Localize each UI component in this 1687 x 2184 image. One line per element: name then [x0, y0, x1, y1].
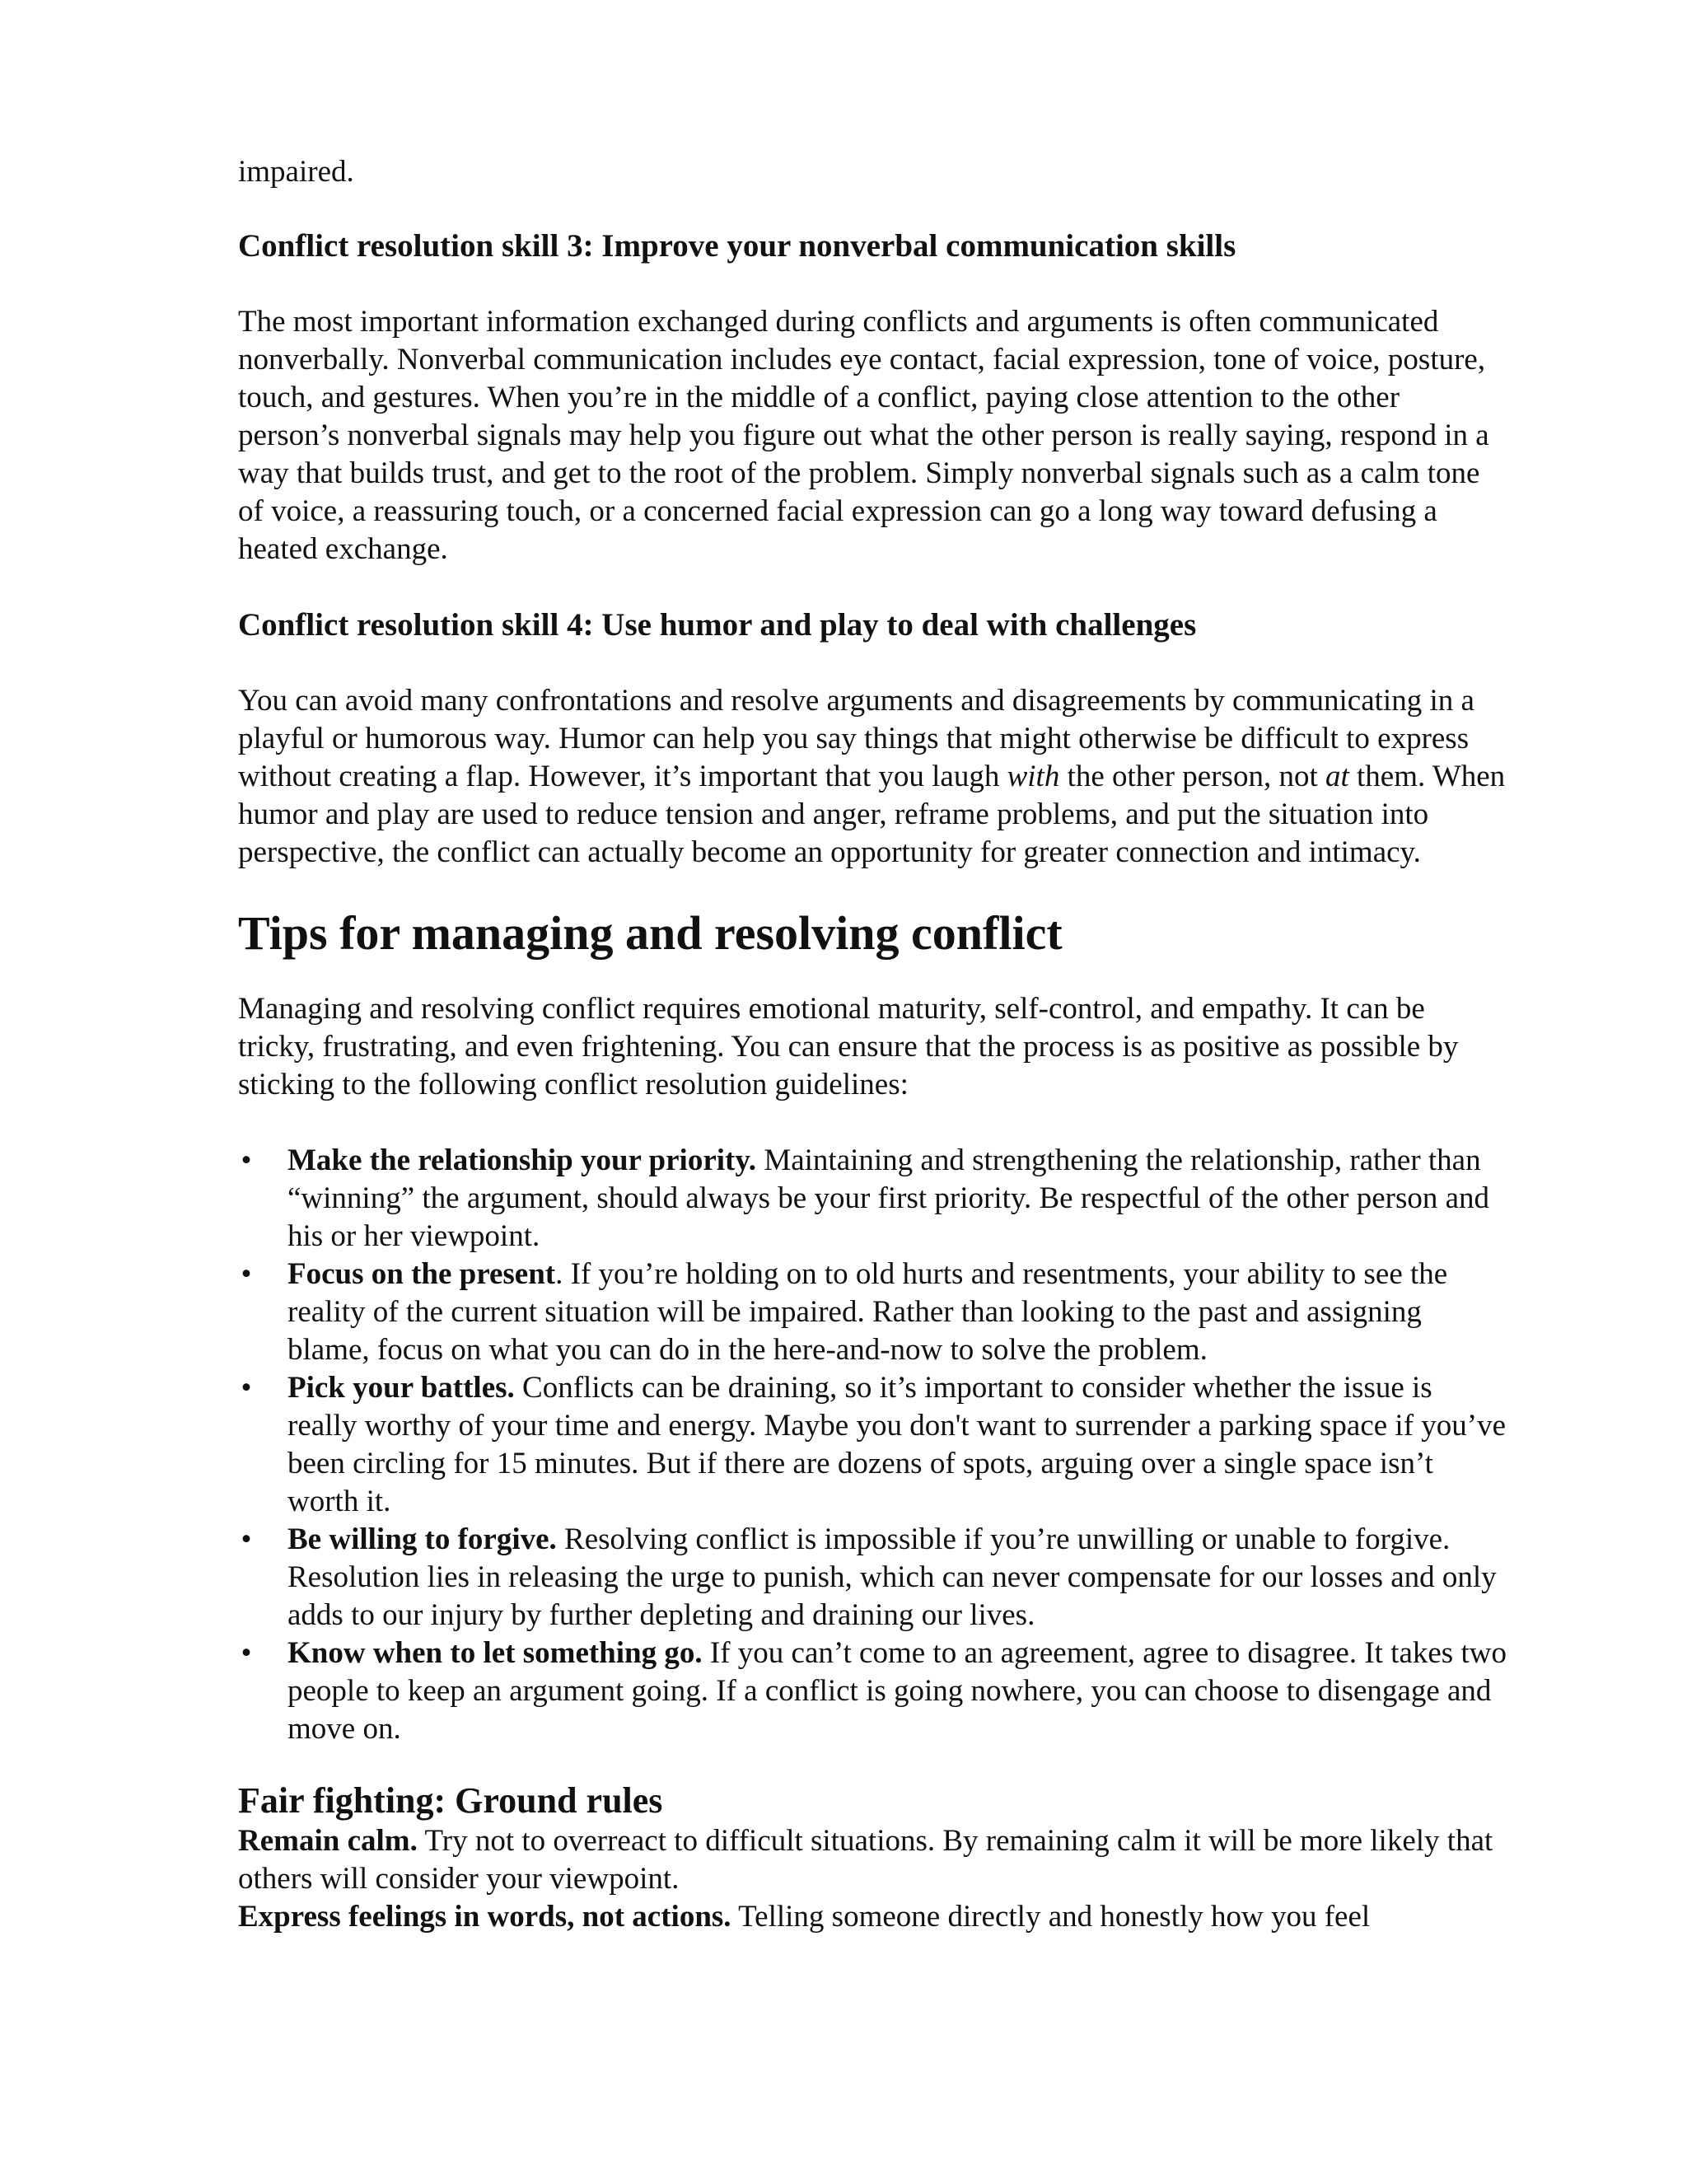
skill-4-text-c: them. When humor and play are used to reduce tension and anger, reframe problems, and put the situation into perspective, the conflict can actually become an opportunity for greater connection and intimacy.	[238, 760, 1506, 869]
emphasis-with: with	[1007, 760, 1060, 793]
bullet-marker: •	[241, 1636, 252, 1670]
bullet-marker: •	[241, 1143, 252, 1177]
skill-4-paragraph	[238, 682, 1507, 872]
bullet-marker: •	[241, 1257, 252, 1291]
rule-text: Telling someone directly and honestly how you feel	[731, 1900, 1371, 1934]
tip-item	[238, 1142, 1507, 1256]
rule-title: Remain calm.	[238, 1824, 418, 1858]
ground-rule	[238, 1822, 1507, 1898]
ground-rule	[238, 1898, 1507, 1936]
tip-title: Be willing to forgive.	[287, 1522, 557, 1556]
rule-text: Try not to overreact to difficult situations. By remaining calm it will be more likely that others will consider your viewpoint.	[238, 1824, 1493, 1896]
fair-fighting-heading: Fair fighting: Ground rules	[238, 1780, 663, 1821]
rule-title: Express feelings in words, not actions.	[238, 1900, 731, 1934]
skill-4-text-a: You can avoid many confrontations and resolve arguments and disagreements by communicating in a playful or humorous way. Humor can help you say things that might otherwise be difficult to express without creating a flap. However, it’s important that you laugh	[238, 684, 1474, 793]
tip-item	[238, 1256, 1507, 1369]
skill-4-text-b: the other person, not	[1059, 760, 1325, 793]
tip-item	[238, 1369, 1507, 1521]
bullet-marker: •	[241, 1522, 252, 1556]
skill-3-heading: Conflict resolution skill 3: Improve your nonverbal communication skills	[238, 228, 1236, 264]
tip-item	[238, 1634, 1507, 1748]
tip-text: . If you’re holding on to old hurts and resentments, your ability to see the reality of the current situation will be impaired. Rather than looking to the past and assigning blame, focus on what you can do in the here-and-now to solve the problem.	[287, 1257, 1448, 1367]
continued-text: impaired.	[238, 155, 354, 189]
bullet-marker: •	[241, 1371, 252, 1405]
tip-text: Conflicts can be draining, so it’s important to consider whether the issue is really worthy of your time and energy. Maybe you don't want to surrender a parking space if you’ve been circling for 15 minutes. But if there are dozens of spots, arguing over a single space isn’t worth it.	[287, 1371, 1507, 1518]
tip-title: Make the relationship your priority.	[287, 1143, 757, 1177]
skill-3-paragraph: The most important information exchanged during conflicts and arguments is often communicated nonverbally. Nonverbal communication includes eye contact, facial expression, tone of voice, posture, touch, and gestures. When you’re in the middle of a conflict, paying close attention to the other person’s nonverbal signals may help you figure out what the other person is really saying, respond in a way that builds trust, and get to the root of the problem. Simply nonverbal signals such as a calm tone of voice, a reassuring touch, or a concerned facial expression can go a long way toward defusing a heated exchange.	[238, 305, 1489, 566]
tip-title: Focus on the present	[287, 1257, 556, 1291]
page-content	[238, 153, 1507, 1936]
skill-4-heading: Conflict resolution skill 4: Use humor and play to deal with challenges	[238, 607, 1197, 643]
tips-intro: Managing and resolving conflict requires emotional maturity, self-control, and empathy. It can be tricky, frustrating, and even frightening. You can ensure that the process is as positive as possible by sticking to the following conflict resolution guidelines:	[238, 992, 1459, 1101]
tip-item	[238, 1521, 1507, 1634]
tip-title: Know when to let something go.	[287, 1636, 703, 1670]
emphasis-at: at	[1325, 760, 1349, 793]
tip-title: Pick your battles.	[287, 1371, 515, 1405]
tip-text: If you can’t come to an agreement, agree to disagree. It takes two people to keep an argument going. If a conflict is going nowhere, you can choose to disengage and move on.	[287, 1636, 1507, 1746]
tips-list	[238, 1142, 1507, 1748]
tip-text: Resolving conflict is impossible if you’re unwilling or unable to forgive. Resolution lies in releasing the urge to punish, which can never compensate for our losses and only adds to our injury by further depleting and draining our lives.	[287, 1522, 1497, 1632]
tip-text: Maintaining and strengthening the relationship, rather than “winning” the argument, should always be your first priority. Be respectful of the other person and his or her viewpoint.	[287, 1143, 1490, 1253]
tips-heading: Tips for managing and resolving conflict	[238, 906, 1063, 960]
